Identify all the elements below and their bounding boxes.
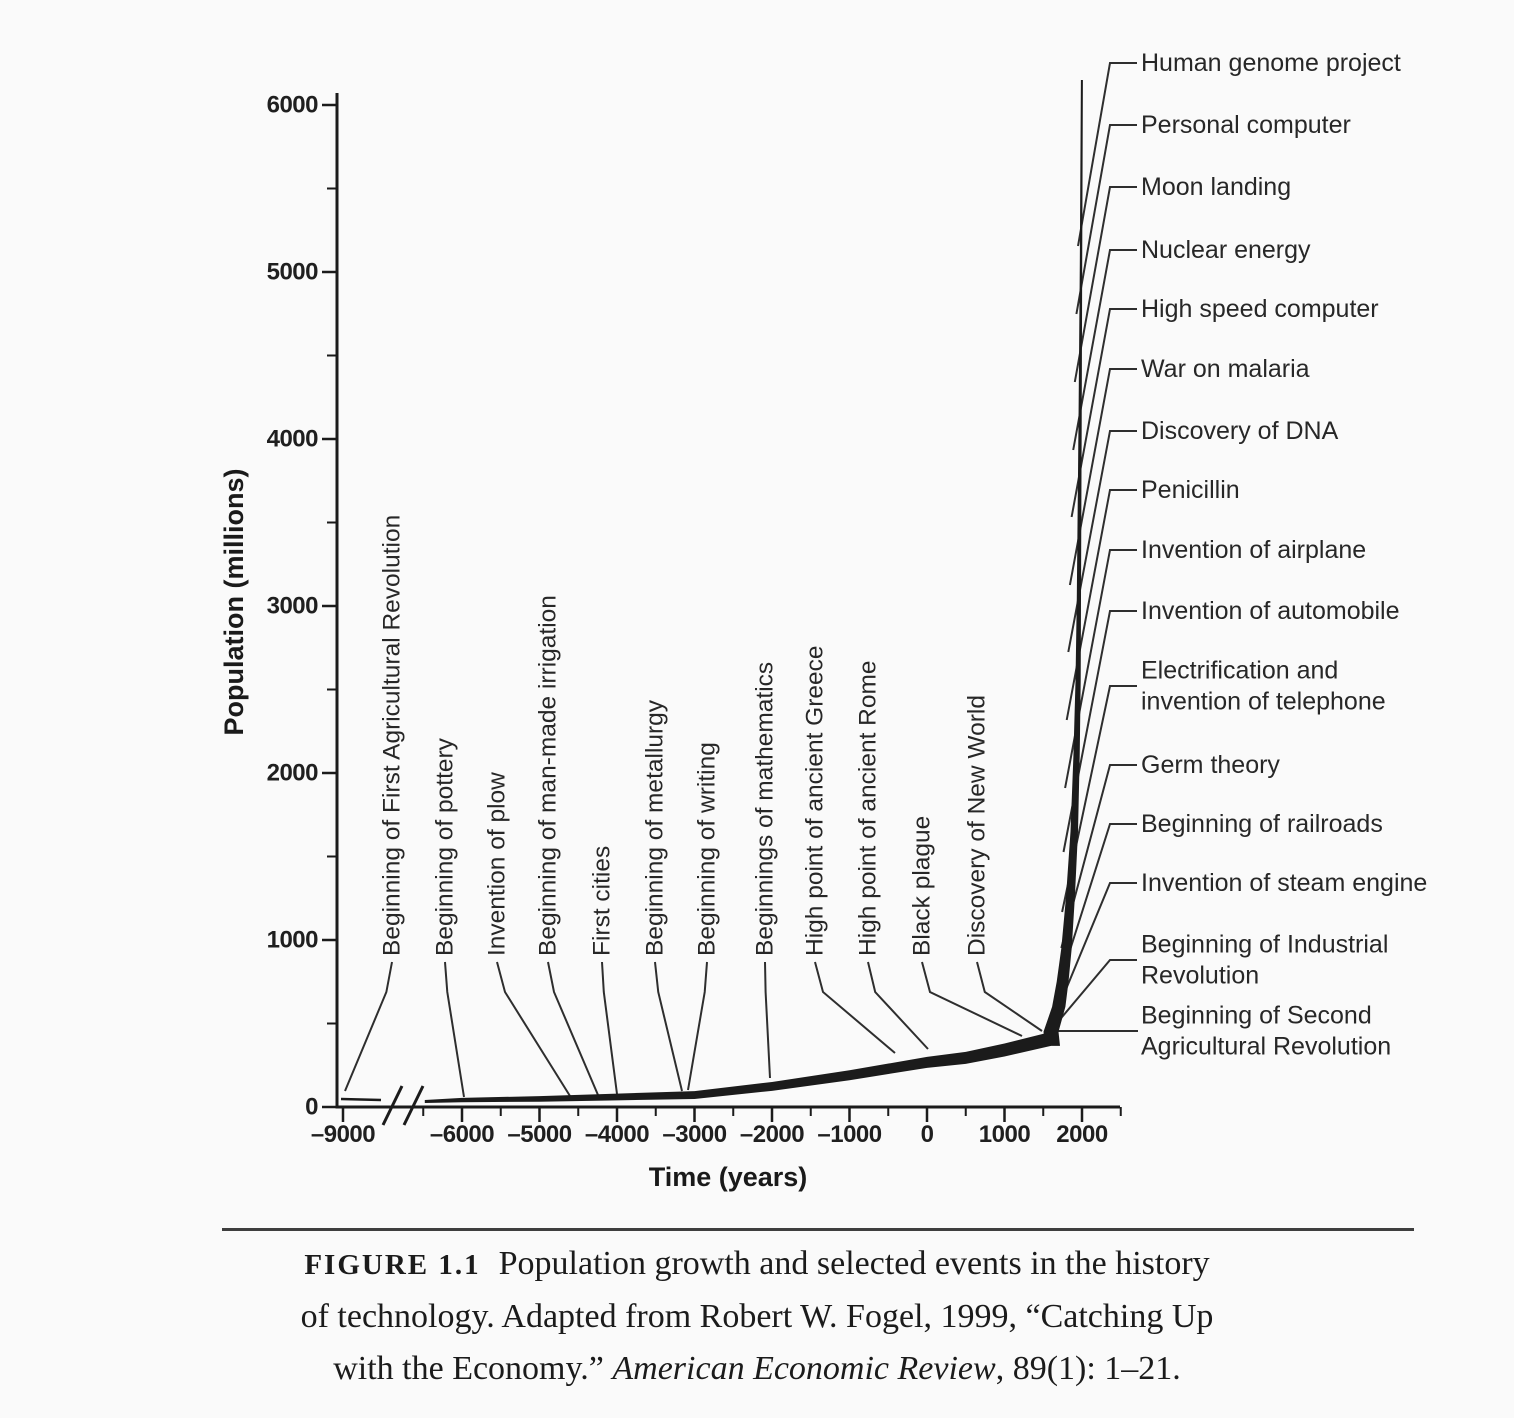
event-label-modern: Invention of airplane <box>1141 536 1367 564</box>
event-label-ancient: Beginning of pottery <box>431 738 459 956</box>
curve-spike <box>1044 80 1083 1046</box>
event-leader-ancient <box>977 962 1042 1031</box>
event-leader-ancient <box>655 962 682 1091</box>
caption-line-1: FIGURE 1.1 Population growth and selected events in the history <box>304 1245 1210 1282</box>
x-tick-label: 1000 <box>978 1121 1031 1148</box>
event-leader-ancient <box>445 962 464 1097</box>
x-tick-label: –3000 <box>662 1121 727 1148</box>
event-leader-modern <box>1078 63 1137 246</box>
event-labels <box>379 49 1428 1061</box>
event-label-ancient: Invention of plow <box>483 772 511 956</box>
figure-caption <box>107 1238 1407 1395</box>
x-tick-label: –5000 <box>507 1121 572 1148</box>
event-label-modern: Beginning of Industrial Revolution <box>1141 930 1389 990</box>
x-tick-label: –2000 <box>739 1121 805 1148</box>
event-label-modern: Invention of automobile <box>1141 597 1400 625</box>
event-leader-ancient <box>688 962 707 1090</box>
figure-number: FIGURE 1.1 <box>304 1249 481 1281</box>
event-label-modern: Electrification and invention of telephone <box>1141 656 1386 716</box>
event-label-modern: Beginning of railroads <box>1141 810 1383 838</box>
y-axis-title: Population (millions) <box>219 468 249 736</box>
x-tick-label: –4000 <box>584 1121 650 1148</box>
y-tick-label: 0 <box>305 1093 318 1121</box>
event-label-ancient: Beginning of metallurgy <box>641 699 669 956</box>
x-axis-title: Time (years) <box>648 1162 808 1192</box>
caption-divider <box>222 1228 1414 1231</box>
x-tick-label: –6000 <box>429 1121 495 1148</box>
event-label-modern: Discovery of DNA <box>1141 417 1339 445</box>
event-label-ancient: High point of ancient Rome <box>854 660 882 956</box>
event-leader-modern <box>1076 125 1137 314</box>
event-leader-ancient <box>765 962 770 1078</box>
y-tick-label: 1000 <box>266 926 318 954</box>
event-label-modern: War on malaria <box>1141 355 1310 383</box>
event-leader-modern <box>1060 960 1138 1020</box>
event-label-modern: Human genome project <box>1141 49 1401 77</box>
event-label-ancient: Black plague <box>908 815 936 956</box>
x-tick-label: 0 <box>920 1121 934 1148</box>
event-label-modern: Nuclear energy <box>1141 236 1311 264</box>
event-leader-ancient <box>868 962 928 1049</box>
y-tick-label: 6000 <box>266 91 318 119</box>
curve-prebreak-stub <box>341 1099 381 1100</box>
event-leader-ancient <box>345 962 392 1091</box>
event-label-ancient: High point of ancient Greece <box>801 645 829 956</box>
y-tick-label: 2000 <box>266 759 318 787</box>
event-leader-ancient <box>922 962 1022 1036</box>
event-leader-ancient <box>815 962 895 1053</box>
x-tick-label: 2000 <box>1056 1121 1108 1148</box>
event-label-modern: Moon landing <box>1141 173 1292 201</box>
event-leader-ancient <box>497 962 570 1096</box>
event-label-ancient: Discovery of New World <box>963 695 991 956</box>
event-leader-ancient <box>602 962 617 1094</box>
event-leader-ancient <box>548 962 598 1095</box>
event-label-modern: Germ theory <box>1141 751 1280 779</box>
event-label-modern: Beginning of Second Agricultural Revolution <box>1141 1001 1392 1061</box>
event-label-ancient: First cities <box>588 845 616 956</box>
caption-line-3: with the Economy.” American Economic Review, 89(1): 1–21. <box>333 1350 1181 1387</box>
event-label-modern: Invention of steam engine <box>1141 869 1428 897</box>
y-tick-label: 3000 <box>266 592 318 620</box>
x-tick-label: –9000 <box>310 1121 376 1148</box>
event-label-ancient: Beginning of First Agricultural Revolution <box>378 514 406 956</box>
caption-line-2: of technology. Adapted from Robert W. Fogel, 1999, “Catching Up <box>300 1298 1214 1335</box>
journal-name: American Economic Review <box>612 1350 996 1387</box>
event-label-modern: Personal computer <box>1141 111 1351 139</box>
y-tick-label: 4000 <box>266 425 318 453</box>
curve-flat-band <box>425 1032 1051 1103</box>
event-label-ancient: Beginning of writing <box>693 742 721 956</box>
y-tick-label: 5000 <box>266 258 318 286</box>
event-label-modern: Penicillin <box>1141 476 1240 504</box>
x-tick-label: –1000 <box>817 1121 882 1148</box>
event-label-ancient: Beginning of man-made irrigation <box>534 595 562 956</box>
event-label-ancient: Beginnings of mathematics <box>751 661 779 956</box>
event-label-modern: High speed computer <box>1141 295 1379 323</box>
event-leader-lines <box>345 63 1138 1097</box>
